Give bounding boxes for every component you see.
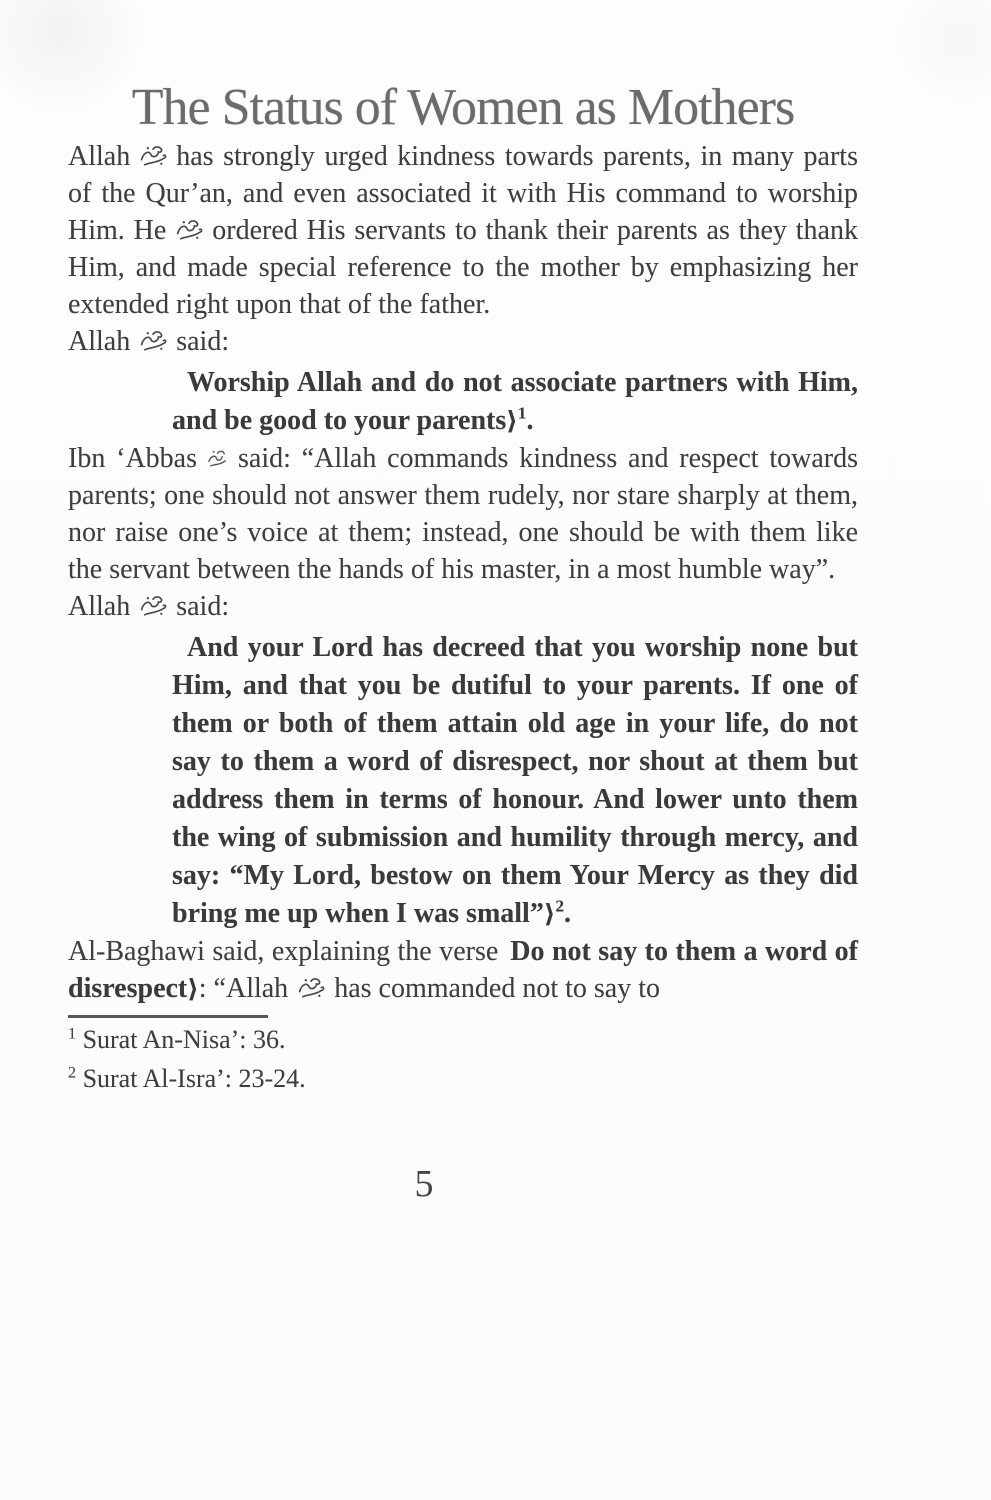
page-number: 5 bbox=[414, 1163, 434, 1205]
footnote-ref-1: 1 bbox=[517, 403, 527, 423]
quote-tail: . bbox=[564, 898, 572, 929]
paragraph-intro-text: ordered His servants to thank their parents as they thank Him, and made special reference to the mother by emphasizing her extended right upon that of the father. bbox=[68, 215, 858, 320]
paragraph-intro-text: Allah bbox=[68, 141, 131, 172]
paragraph-intro-text: has strongly urged kindness towards parents, in many parts of the Qur’an, and even associated it with His command to worship Him. He bbox=[68, 141, 858, 246]
allah-honorific-icon bbox=[295, 975, 327, 1002]
footnote-divider bbox=[68, 1015, 268, 1018]
radiallahu-anhuma-honorific-icon bbox=[204, 448, 231, 471]
footnote-2 bbox=[68, 1062, 858, 1096]
allah-said-line-1 bbox=[68, 323, 858, 360]
paragraph-ibn-abbas-text: said: “Allah commands kindness and respect towards parents; one should not answer them rudely, nor stare sharply at them, nor raise one’s voice at them; instead, one should be with them like the servant between the hands of his master, in a most humble way”. bbox=[68, 443, 858, 585]
quote-text: And your Lord has decreed that you worship none but Him, and that you be dutiful to your parents. If one of them or both of them attain old age in your life, do not say to them a word of disrespect, nor shout at them but address them in terms of honour. And lower unto them the wing of submission and humility through mercy, and say: “My Lord, bestow on them Your Mercy as they did bring me up when I was small” bbox=[172, 632, 858, 929]
ornate-close-bracket: ⟩ bbox=[187, 974, 199, 1003]
allah-honorific-icon bbox=[137, 328, 169, 355]
quote-text: Worship Allah and do not associate partners with Him, and be good to your parents bbox=[172, 367, 858, 436]
quran-quote-1 bbox=[172, 364, 858, 440]
footnote-text: Surat Al-Isra’: 23-24. bbox=[82, 1064, 306, 1093]
footnote-ref-2: 2 bbox=[555, 896, 565, 916]
paragraph-baghawi bbox=[68, 933, 858, 1007]
allah-honorific-icon bbox=[137, 143, 169, 170]
allah-honorific-icon bbox=[137, 593, 169, 620]
quran-quote-2 bbox=[172, 629, 858, 933]
bold-verse-inner: Do not say to them a word of disrespect bbox=[68, 936, 858, 1004]
ornate-close-bracket: ⟩ bbox=[506, 406, 518, 435]
paragraph-baghawi-text: : “Allah bbox=[198, 973, 289, 1004]
footnote-marker: 1 bbox=[68, 1025, 77, 1043]
paragraph-ibn-abbas bbox=[68, 440, 858, 588]
allah-said-line-2 bbox=[68, 588, 858, 625]
footnote-1 bbox=[68, 1023, 858, 1057]
quote-tail: . bbox=[526, 405, 534, 436]
said-line-text: said: bbox=[176, 591, 230, 622]
said-line-text: Allah bbox=[68, 591, 131, 622]
said-line-text: Allah bbox=[68, 326, 131, 357]
footnote-text: Surat An-Nisa’: 36. bbox=[82, 1025, 286, 1054]
ornate-close-bracket: ⟩ bbox=[543, 899, 556, 928]
footnote-marker: 2 bbox=[68, 1064, 77, 1082]
page-title: The Status of Women as Mothers bbox=[131, 79, 795, 136]
paragraph-ibn-abbas-text: Ibn ‘Abbas bbox=[68, 443, 197, 474]
paragraph-intro bbox=[68, 138, 858, 323]
paragraph-baghawi-text: has commanded not to say to bbox=[334, 973, 661, 1004]
paragraph-baghawi-text: Al-Baghawi said, explaining the verse bbox=[68, 936, 499, 967]
said-line-text: said: bbox=[176, 326, 230, 357]
allah-honorific-icon bbox=[173, 217, 205, 244]
page-content bbox=[68, 0, 858, 1206]
